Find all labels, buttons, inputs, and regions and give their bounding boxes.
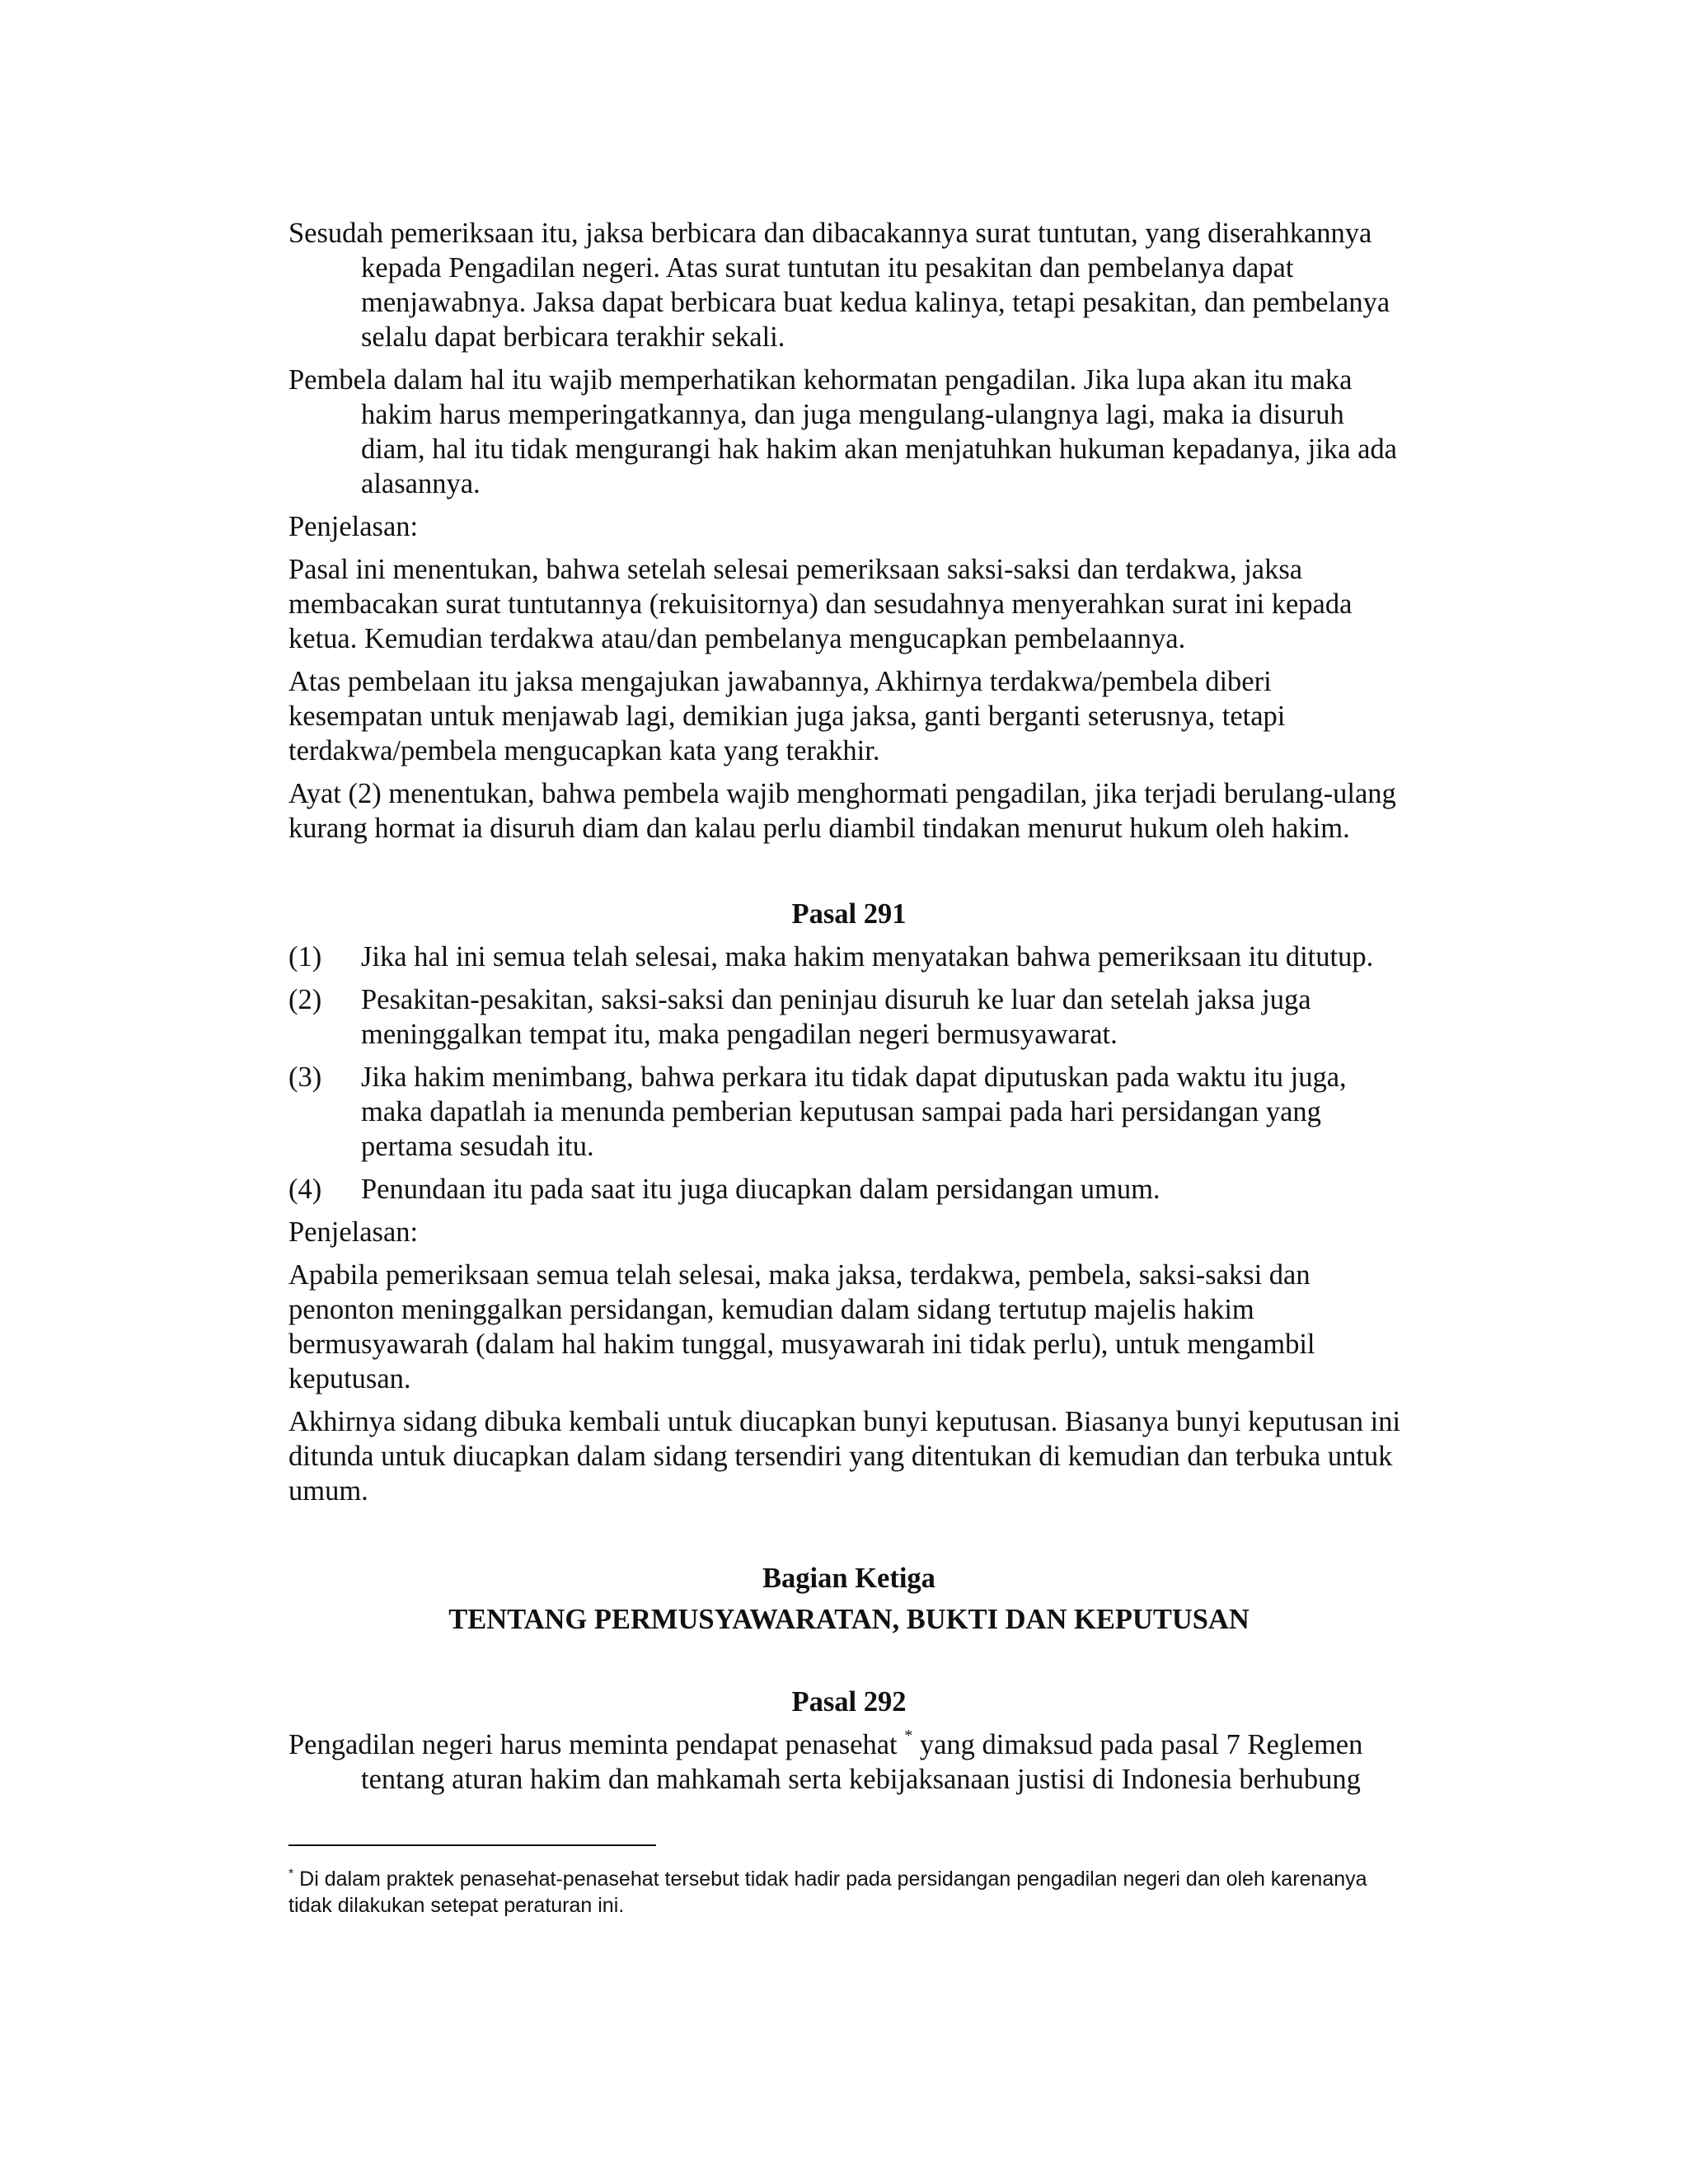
pasal-292-heading: Pasal 292: [791, 1686, 907, 1718]
penjelasan-label: Penjelasan:: [288, 1216, 419, 1248]
item-number: (4): [288, 1174, 322, 1205]
pasal-292-text-start: Pengadilan negeri harus meminta pendapat penasehat: [288, 1729, 905, 1760]
bagian-title: TENTANG PERMUSYAWARATAN, BUKTI DAN KEPUTUSAN: [448, 1604, 1250, 1635]
item-number: (1): [288, 941, 322, 972]
item-number: (3): [288, 1062, 322, 1093]
explanation-paragraph: Akhirnya sidang dibuka kembali untuk diucapkan bunyi keputusan. Biasanya bunyi keputusan ini ditunda untuk diucapkan dalam sidang tersendiri yang ditentukan di kemudian dan terbuka untuk umum.: [288, 1406, 1401, 1507]
intro-paragraph: Pembela dalam hal itu wajib memperhatikan kehormatan pengadilan. Jika lupa akan itu maka hakim harus memperingatkannya, dan juga mengulang-ulangnya lagi, maka ia disuruh diam, hal itu tidak mengurangi hak hakim akan menjatuhkan hukuman kepadanya, jika ada alasannya.: [288, 364, 1397, 499]
pasal-291-heading: Pasal 291: [791, 898, 907, 930]
intro-paragraph: Sesudah pemeriksaan itu, jaksa berbicara dan dibacakannya surat tuntutan, yang diserahkannya kepada Pengadilan negeri. Atas surat tuntutan itu pesakitan dan pembelanya dapat menjawabnya. Jaksa dapat berbicara buat kedua kalinya, tetapi pesakitan, dan pembelanya selalu dapat berbicara terakhir sekali.: [288, 218, 1390, 353]
explanation-paragraph: Pasal ini menentukan, bahwa setelah selesai pemeriksaan saksi-saksi dan terdakwa, jaksa membacakan surat tuntutannya (rekuisitornya) dan sesudahnya menyerahkan surat ini kepada ketua. Kemudian terdakwa atau/dan pembelanya mengucapkan pembelaannya.: [288, 554, 1353, 654]
item-text: Penundaan itu pada saat itu juga diucapkan dalam persidangan umum.: [361, 1174, 1160, 1205]
footnote: [288, 1866, 1409, 1919]
item-text: Pesakitan-pesakitan, saksi-saksi dan peninjau disuruh ke luar dan setelah jaksa juga meninggalkan tempat itu, maka pengadilan negeri bermusyawarat.: [361, 984, 1311, 1050]
explanation-paragraph: Ayat (2) menentukan, bahwa pembela wajib menghormati pengadilan, jika terjadi berulang-ulang kurang hormat ia disuruh diam dan kalau perlu diambil tindakan menurut hukum oleh hakim.: [288, 778, 1396, 844]
numbered-item: [288, 940, 1409, 974]
explanation-paragraph: Apabila pemeriksaan semua telah selesai, maka jaksa, terdakwa, pembela, saksi-saksi dan penonton meninggalkan persidangan, kemudian dalam sidang tertutup majelis hakim bermusyawarah (dalam hal hakim tunggal, musyawarah ini tidak perlu), untuk mengambil keputusan.: [288, 1259, 1315, 1394]
pasal-292-paragraph: [288, 1727, 1409, 1797]
pasal-292-text-end: yang dimaksud pada pasal 7 Reglemen tentang aturan hakim dan mahkamah serta kebijaksanaan justisi di Indonesia berhubung: [361, 1729, 1363, 1795]
item-text: Jika hal ini semua telah selesai, maka hakim menyatakan bahwa pemeriksaan itu ditutup.: [361, 941, 1374, 972]
page-content: [288, 216, 1409, 1805]
numbered-item: [288, 982, 1409, 1052]
penjelasan-label: Penjelasan:: [288, 511, 419, 542]
numbered-item: [288, 1172, 1409, 1207]
item-number: (2): [288, 984, 322, 1015]
explanation-paragraph: Atas pembelaan itu jaksa mengajukan jawabannya, Akhirnya terdakwa/pembela diberi kesempatan untuk menjawab lagi, demikian juga jaksa, ganti berganti seterusnya, tetapi terdakwa/pembela mengucapkan kata yang terakhir.: [288, 666, 1286, 766]
bagian-label: Bagian Ketiga: [762, 1563, 935, 1594]
footnote-text: Di dalam praktek penasehat-penasehat tersebut tidak hadir pada persidangan pengadilan negeri dan oleh karenanya tidak dilakukan setepat peraturan ini.: [288, 1868, 1367, 1917]
footnote-separator: [288, 1844, 656, 1846]
footnote-reference[interactable]: *: [904, 1726, 913, 1745]
numbered-item: [288, 1060, 1409, 1164]
item-text: Jika hakim menimbang, bahwa perkara itu tidak dapat diputuskan pada waktu itu juga, maka dapatlah ia menunda pemberian keputusan sampai pada hari persidangan yang pertama sesudah itu.: [361, 1062, 1347, 1162]
footnote-mark: *: [288, 1867, 294, 1882]
